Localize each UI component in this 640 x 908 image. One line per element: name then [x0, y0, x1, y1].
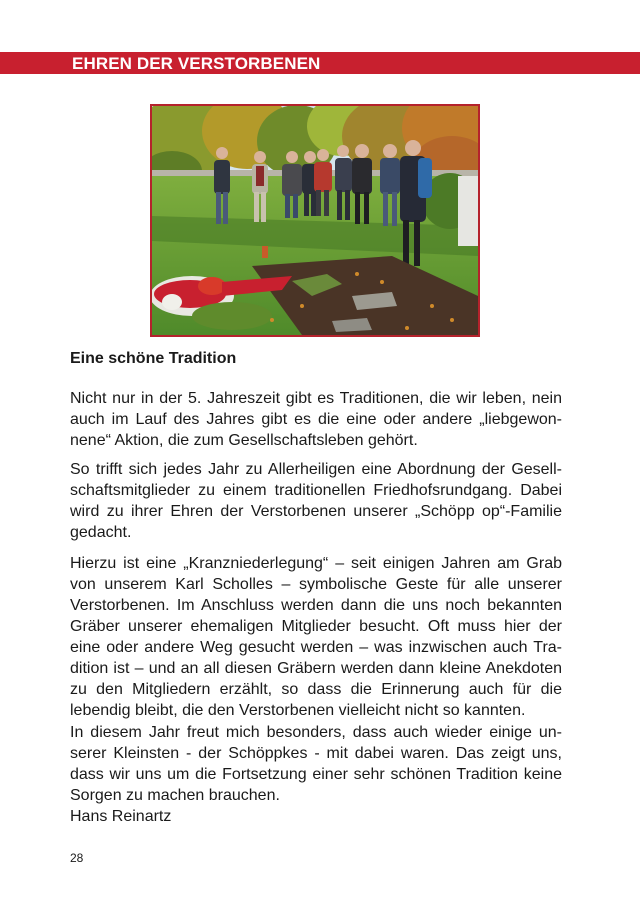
paragraph-3: Hierzu ist eine „Kranzniederlegung“ – seit einigen Jahren am Grab von unserem Karl Scholles – symbolische Geste für alle unserer Verstorbenen. Im Anschluss werden dann die uns noch bekannten Gräber unserer ehemaligen Mitglieder besucht. Oft muss hier der eine oder andere Weg gesucht werden – was inzwischen auch Tradition ist – und an all diesen Gräbern werden dann kleine Anekdoten zu den Mitgliedern erzählt, so dass die Erinnerung auch für die lebendig bleibt, die den Verstorbenen vielleicht nicht so kannten. [70, 555, 562, 719]
paragraph-4: In diesem Jahr freut mich besonders, dass auch wieder einige unserer Kleinsten - der Schöppkes - mit dabei waren. Das zeigt uns, dass wir uns um die Fortsetzung einer sehr schönen Tradition keine Sorgen zu machen brauchen. [70, 724, 562, 804]
paragraph-1: Nicht nur in der 5. Jahreszeit gibt es Traditionen, die wir leben, nein auch im Lauf des Jahres gibt es die eine oder andere „liebgewonnene“ Aktion, die zum Gesellschaftsleben gehört. [70, 390, 562, 449]
author-name: Hans Reinartz [70, 808, 172, 825]
paragraph-2: So trifft sich jedes Jahr zu Allerheiligen eine Abordnung der Gesellschaftsmitglieder zu einem traditionellen Friedhofsrundgang. Dabei wird zu ihrer Ehren der Verstorbenen unserer „Schöpp op“-Familie gedacht. [70, 461, 562, 541]
page-number: 28 [70, 851, 84, 865]
article-title: Eine schöne Tradition [70, 350, 237, 367]
group-photo-cemetery [150, 104, 480, 337]
section-title: EHREN DER VERSTORBENEN [72, 54, 321, 73]
photo-illustration [152, 106, 478, 335]
section-header-bar [0, 52, 640, 74]
